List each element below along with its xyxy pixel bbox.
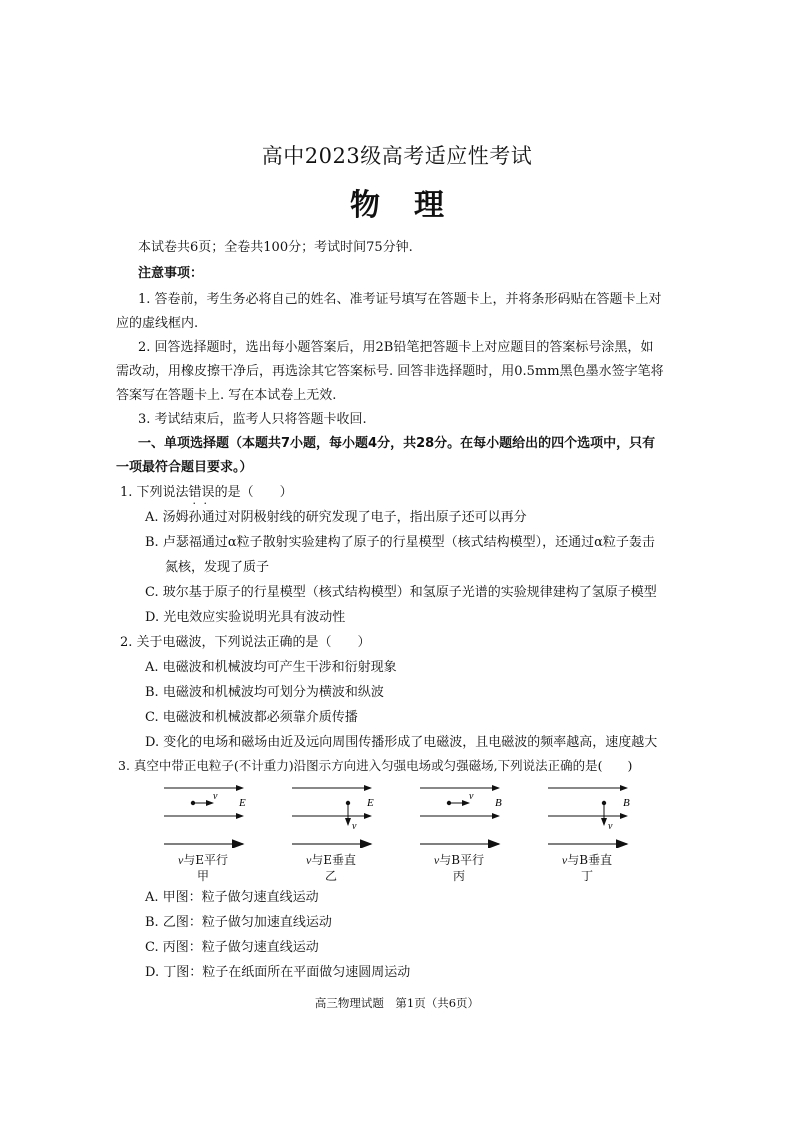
notice-line: 2. 回答选择题时，选出每小题答案后，用2B铅笔把答题卡上对应题目的答案标号涂黑，如 <box>138 340 654 355</box>
question-1-option-d: D. 光电效应实验说明光具有波动性 <box>145 610 346 625</box>
notice-heading: 注意事项： <box>138 266 204 281</box>
question-1-stem-pre: 1. 下列说法 <box>120 485 189 500</box>
notice-line: 答案写在答题卡上. 写在本试卷上无效. <box>116 388 337 403</box>
notice-line: 应的虚线框内. <box>116 316 199 331</box>
field-figure <box>547 778 637 848</box>
question-3-stem: 3. 真空中带正电粒子(不计重力)沿图示方向进入匀强电场或匀强磁场,下列说法正确的是( ) <box>118 758 633 773</box>
notice-line: 3. 考试结束后，监考人只将答题卡收回. <box>138 412 367 427</box>
field-label: B <box>623 797 630 809</box>
question-1-option-b-cont: 氮核，发现了质子 <box>165 560 270 575</box>
field-figure <box>163 778 253 848</box>
figure-label: 丁 <box>580 869 593 883</box>
velocity-label: v <box>608 821 613 832</box>
figure-relation-caption <box>414 851 504 868</box>
caption-velocity: v <box>433 853 440 867</box>
field-label: B <box>495 797 502 809</box>
question-3-option-b: B. 乙图：粒子做匀加速直线运动 <box>145 915 332 930</box>
field-figure <box>419 778 509 848</box>
field-label: E <box>239 797 246 809</box>
question-2-option-b: B. 电磁波和机械波均可划分为横波和纵波 <box>145 685 384 700</box>
question-1-emphasis: 错误 · · <box>189 485 215 500</box>
figure-label: 乙 <box>324 869 337 883</box>
question-1-option-b: B. 卢瑟福通过α粒子散射实验建构了原子的行星模型（核式结构模型），还通过α粒子轰击 <box>145 535 655 550</box>
figure-label: 甲 <box>196 869 209 883</box>
question-2-option-a: A. 电磁波和机械波均可产生干涉和衍射现象 <box>145 660 397 675</box>
caption-relation: 与E垂直 <box>311 853 357 867</box>
question-2-option-c: C. 电磁波和机械波都必须靠介质传播 <box>145 710 358 725</box>
caption-relation: 与B平行 <box>439 853 485 867</box>
field-figure <box>291 778 381 848</box>
question-3-option-d: D. 丁图：粒子在纸面所在平面做匀速圆周运动 <box>145 965 411 980</box>
exam-intro: 本试卷共6页；全卷共100分；考试时间75分钟. <box>138 240 413 255</box>
question-1-stem <box>120 481 293 500</box>
section-heading-cont: 一项最符合题目要求。） <box>116 460 253 475</box>
field-label: E <box>367 797 374 809</box>
exam-title: 高中2023级高考适应性考试 <box>261 144 533 168</box>
caption-velocity: v <box>177 853 184 867</box>
velocity-label: v <box>469 791 474 802</box>
figure-label: 丙 <box>452 869 465 883</box>
velocity-label: v <box>352 821 357 832</box>
question-1-option-a: A. 汤姆孙通过对阴极射线的研究发现了电子，指出原子还可以再分 <box>145 510 527 525</box>
caption-relation: 与E平行 <box>183 853 229 867</box>
notice-line: 需改动，用橡皮擦干净后，再选涂其它答案标号. 回答非选择题时，用0.5mm黑色墨水签字笔将 <box>116 364 664 379</box>
page-footer: 高三物理试题 第1页（共6页） <box>314 996 480 1010</box>
figure-relation-caption <box>158 851 248 868</box>
question-2-stem: 2. 关于电磁波，下列说法正确的是（ ） <box>120 635 371 650</box>
figure-relation-caption <box>542 851 632 868</box>
velocity-label: v <box>213 791 218 802</box>
question-1-option-c: C. 玻尔基于原子的行星模型（核式结构模型）和氢原子光谱的实验规律建构了氢原子模型 <box>145 585 657 600</box>
notice-line: 1. 答卷前，考生务必将自己的姓名、准考证号填写在答题卡上，并将条形码贴在答题卡上对 <box>138 292 662 307</box>
caption-velocity: v <box>561 853 568 867</box>
section-heading: 一、单项选择题（本题共7小题，每小题4分，共28分。在每小题给出的四个选项中，只有 <box>138 436 656 451</box>
caption-relation: 与B垂直 <box>567 853 613 867</box>
question-2-option-d: D. 变化的电场和磁场由近及远向周围传播形成了电磁波，且电磁波的频率越高，速度越大 <box>145 735 658 750</box>
question-3-option-a: A. 甲图：粒子做匀速直线运动 <box>145 890 319 905</box>
figure-relation-caption <box>286 851 376 868</box>
question-1-stem-post: 的是（ ） <box>214 485 293 500</box>
subject-title: 物理 <box>350 188 478 223</box>
question-3-option-c: C. 丙图：粒子做匀速直线运动 <box>145 940 319 955</box>
caption-velocity: v <box>305 853 312 867</box>
